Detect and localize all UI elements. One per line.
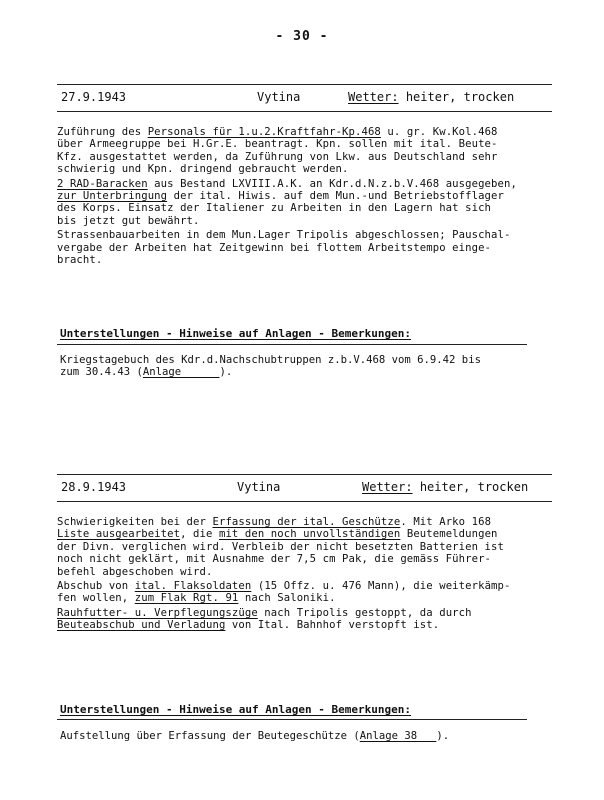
entry-header xyxy=(57,85,552,111)
entry-header xyxy=(57,475,552,501)
underlined-text: Beuteabschub und Verladung xyxy=(57,619,226,632)
text-span: Zuführung des xyxy=(57,126,148,138)
underlined-text: Rauhfutter- u. Verpflegungszüge xyxy=(57,606,258,619)
section-text-1 xyxy=(60,354,555,379)
underlined-text: ital. Flaksoldaten xyxy=(134,580,252,593)
text-span: nach Tripolis gestoppt, da durch xyxy=(264,606,472,619)
diary-entry-2 xyxy=(57,474,552,634)
text-span: Aufstellung über Erfassung der Beutegeschütze ( xyxy=(60,730,360,742)
paragraph-2 xyxy=(57,178,552,228)
underlined-text: mit den noch unvollständigen xyxy=(218,528,401,541)
text-span: nach Saloniki. xyxy=(238,592,336,605)
underlined-text: zur Unterbringung xyxy=(57,190,168,203)
underlined-text: Anlage 38 xyxy=(359,730,437,742)
paragraph-1 xyxy=(57,516,552,578)
text-span: u. gr. Kw.Kol.468 über Armeegruppe bei H.Gr.E. beantragt. Kpn. sollen mit ital. Beute- Kfz. ausgestattet werden, da Zuführung von Lkw. aus Deutschland sehr schwierig und Kpn. dringend gebraucht werden. xyxy=(57,126,498,176)
weather-value: heiter, trocken xyxy=(419,480,529,494)
text-span: Beutemeldungen der Divn. verglichen wird. Verbleib der nicht besetzten Batterien ist noch nicht geklärt, mit Ausnahme der 7,5 cm Pak, die gemäss Führer- befehl abgeschoben wird. xyxy=(57,528,504,578)
entry-place: Vytina xyxy=(257,90,301,104)
text-span: Schwierigkeiten bei der xyxy=(57,516,213,528)
underlined-text: zum Flak Rgt. 91 xyxy=(134,592,239,605)
entry-weather xyxy=(362,480,528,494)
section-title-text: Unterstellungen - Hinweise auf Anlagen - Bemerkungen: xyxy=(60,327,411,340)
section-divider-1 xyxy=(57,344,527,345)
text-span: der ital. Hiwis. auf dem Mun.-und Betriebstofflager des Korps. Einsatz der Italiener zu Arbeiten in den Lagern hat sich bis jetzt gut bewährt. xyxy=(57,190,504,227)
underlined-text: Anlage xyxy=(142,366,220,379)
entry-weather xyxy=(348,90,514,104)
underlined-text: Personals für 1.u.2.Kraftfahr-Kp.468 xyxy=(147,126,381,138)
weather-label: Wetter: xyxy=(348,90,399,104)
section-divider-2 xyxy=(57,719,527,720)
section-title-2 xyxy=(60,703,411,716)
paragraph-3 xyxy=(57,607,552,632)
underlined-text: 2 RAD-Baracken xyxy=(57,177,148,190)
section-title-1 xyxy=(60,327,411,340)
section-text-2 xyxy=(60,730,555,742)
text-span: (15 Offz. u. 476 Mann), die weiterkämp- fen wollen, xyxy=(57,580,511,605)
text-span: von Ital. Bahnhof verstopft ist. xyxy=(225,619,440,632)
page-number: - 30 - xyxy=(275,29,329,44)
text-span: , die xyxy=(180,528,219,541)
entry-place: Vytina xyxy=(237,480,281,494)
entry-date: 27.9.1943 xyxy=(61,90,127,104)
paragraph-2 xyxy=(57,580,552,605)
section-title-text: Unterstellungen - Hinweise auf Anlagen - Bemerkungen: xyxy=(60,703,411,716)
weather-label: Wetter: xyxy=(362,480,413,494)
text-span: Kriegstagebuch des Kdr.d.Nachschubtruppen z.b.V.468 vom 6.9.42 bis zum 30.4.43 ( xyxy=(60,354,481,379)
text-span: ). xyxy=(219,366,233,379)
text-span: Abschub von xyxy=(57,580,135,593)
text-span: . Mit Arko 168 xyxy=(400,516,492,528)
weather-value: heiter, trocken xyxy=(405,90,515,104)
underlined-text: Erfassung der ital. Geschütze xyxy=(212,516,401,528)
text-span: aus Bestand LXVIII.A.K. an Kdr.d.N.z.b.V.468 ausgegeben, xyxy=(154,177,517,190)
entry-date: 28.9.1943 xyxy=(61,480,127,494)
paragraph-3: Strassenbauarbeiten in dem Mun.Lager Tripolis abgeschlossen; Pauschal- vergabe der Arbeiten hat Zeitgewinn bei flottem Arbeitstempo einge- bracht. xyxy=(57,229,511,267)
paragraph-1 xyxy=(57,126,552,176)
text-span: ). xyxy=(436,730,450,742)
diary-entry-1 xyxy=(57,84,552,268)
underlined-text: Liste ausgearbeitet xyxy=(57,528,181,541)
